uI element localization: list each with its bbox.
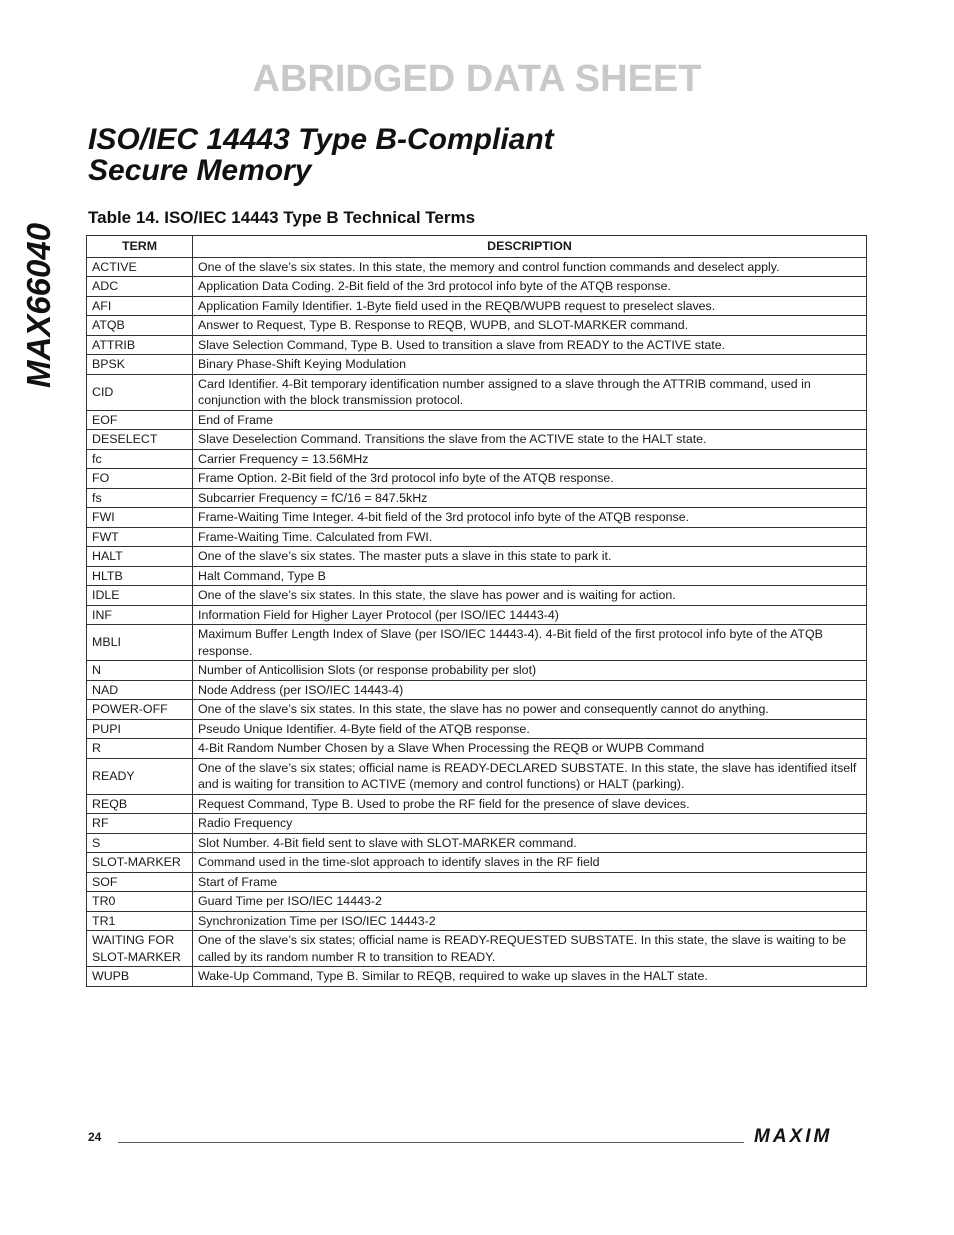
description-cell: 4-Bit Random Number Chosen by a Slave When Processing the REQB or WUPB Command [193,739,867,759]
description-cell: End of Frame [193,410,867,430]
table-row [87,566,867,586]
term-cell: FWI [87,508,193,528]
description-cell: Frame-Waiting Time. Calculated from FWI. [193,527,867,547]
description-cell: One of the slave’s six states. The master puts a slave in this state to park it. [193,547,867,567]
term-cell: ATTRIB [87,335,193,355]
table-row [87,680,867,700]
term-cell: EOF [87,410,193,430]
term-column-header: TERM [87,236,193,258]
term-cell: TR1 [87,911,193,931]
description-cell: Start of Frame [193,872,867,892]
description-cell: Application Data Coding. 2-Bit field of the 3rd protocol info byte of the ATQB response. [193,277,867,297]
description-cell: Application Family Identifier. 1-Byte field used in the REQB/WUPB request to preselect slaves. [193,296,867,316]
table-row [87,833,867,853]
table-caption: Table 14. ISO/IEC 14443 Type B Technical Terms [88,208,476,227]
description-cell: Pseudo Unique Identifier. 4-Byte field of the ATQB response. [193,719,867,739]
description-cell: Frame Option. 2-Bit field of the 3rd protocol info byte of the ATQB response. [193,469,867,489]
table-body [87,257,867,986]
term-cell: READY [87,758,193,794]
term-cell: INF [87,605,193,625]
maxim-logo: MAXIM [754,1126,833,1147]
description-cell: One of the slave’s six states. In this state, the slave has no power and consequently cannot do anything. [193,700,867,720]
term-cell: HALT [87,547,193,567]
description-cell: Maximum Buffer Length Index of Slave (per ISO/IEC 14443-4). 4-Bit field of the first protocol info byte of the ATQB response. [193,625,867,661]
term-cell: ACTIVE [87,257,193,277]
table-row [87,335,867,355]
table-row [87,911,867,931]
description-cell: Node Address (per ISO/IEC 14443-4) [193,680,867,700]
table-row [87,794,867,814]
description-cell: Subcarrier Frequency = fC/16 = 847.5kHz [193,488,867,508]
abridged-banner: ABRIDGED DATA SHEET [252,58,702,100]
table-row [87,374,867,410]
table-row [87,739,867,759]
table-row [87,316,867,336]
table-header-row [87,236,867,258]
table-row [87,625,867,661]
table-row [87,872,867,892]
term-cell: fs [87,488,193,508]
term-cell: WUPB [87,967,193,987]
term-cell: SLOT-MARKER [87,853,193,873]
table-row [87,586,867,606]
description-cell: Slave Selection Command, Type B. Used to transition a slave from READY to the ACTIVE state. [193,335,867,355]
description-cell: One of the slave’s six states; official name is READY-REQUESTED SUBSTATE. In this state, the slave is waiting to be called by its random number R to transition to READY. [193,931,867,967]
description-cell: Wake-Up Command, Type B. Similar to REQB, required to wake up slaves in the HALT state. [193,967,867,987]
table-row [87,700,867,720]
table-row [87,814,867,834]
term-cell: REQB [87,794,193,814]
table-row [87,661,867,681]
page-number: 24 [88,1130,102,1144]
description-cell: Slot Number. 4-Bit field sent to slave with SLOT-MARKER command. [193,833,867,853]
term-cell: ATQB [87,316,193,336]
footer-rule [118,1142,744,1143]
table-row [87,967,867,987]
description-cell: Carrier Frequency = 13.56MHz [193,449,867,469]
term-cell: WAITING FOR SLOT-MARKER [87,931,193,967]
table-row [87,449,867,469]
term-cell: N [87,661,193,681]
table-row [87,508,867,528]
term-cell: AFI [87,296,193,316]
term-cell: BPSK [87,355,193,375]
term-cell: R [87,739,193,759]
table-row [87,719,867,739]
table-row [87,931,867,967]
term-cell: DESELECT [87,430,193,450]
term-cell: TR0 [87,892,193,912]
term-cell: S [87,833,193,853]
side-part-number: MAX66040 [20,222,57,388]
table-row [87,430,867,450]
table-row [87,892,867,912]
description-cell: Radio Frequency [193,814,867,834]
description-cell: Request Command, Type B. Used to probe the RF field for the presence of slave devices. [193,794,867,814]
description-cell: One of the slave’s six states. In this state, the slave has power and is waiting for action. [193,586,867,606]
table-row [87,410,867,430]
term-cell: RF [87,814,193,834]
term-cell: CID [87,374,193,410]
description-cell: Binary Phase-Shift Keying Modulation [193,355,867,375]
table-row [87,605,867,625]
term-cell: SOF [87,872,193,892]
table-row [87,296,867,316]
term-cell: NAD [87,680,193,700]
description-column-header: DESCRIPTION [193,236,867,258]
description-cell: Answer to Request, Type B. Response to REQB, WUPB, and SLOT-MARKER command. [193,316,867,336]
term-cell: MBLI [87,625,193,661]
table-row [87,355,867,375]
description-cell: Information Field for Higher Layer Protocol (per ISO/IEC 14443-4) [193,605,867,625]
table-row [87,758,867,794]
term-cell: PUPI [87,719,193,739]
terms-table [86,235,867,987]
description-cell: Synchronization Time per ISO/IEC 14443-2 [193,911,867,931]
term-cell: HLTB [87,566,193,586]
description-cell: Guard Time per ISO/IEC 14443-2 [193,892,867,912]
table-row [87,527,867,547]
table-row [87,547,867,567]
term-cell: POWER-OFF [87,700,193,720]
description-cell: Frame-Waiting Time Integer. 4-bit field of the 3rd protocol info byte of the ATQB response. [193,508,867,528]
table-row [87,469,867,489]
table-row [87,257,867,277]
term-cell: fc [87,449,193,469]
table-row [87,277,867,297]
title-line-1: ISO/IEC 14443 Type B-Compliant [88,123,554,156]
description-cell: Number of Anticollision Slots (or response probability per slot) [193,661,867,681]
term-cell: ADC [87,277,193,297]
title-line-2: Secure Memory [88,154,312,187]
page-title [88,124,554,186]
description-cell: Halt Command, Type B [193,566,867,586]
term-cell: FO [87,469,193,489]
term-cell: FWT [87,527,193,547]
description-cell: One of the slave’s six states. In this state, the memory and control function commands and deselect apply. [193,257,867,277]
table-row [87,488,867,508]
description-cell: Slave Deselection Command. Transitions the slave from the ACTIVE state to the HALT state. [193,430,867,450]
description-cell: Command used in the time-slot approach to identify slaves in the RF field [193,853,867,873]
description-cell: One of the slave’s six states; official name is READY-DECLARED SUBSTATE. In this state, the slave has identified itself and is waiting for transition to ACTIVE (memory and control functions) or HALT (parking). [193,758,867,794]
description-cell: Card Identifier. 4-Bit temporary identification number assigned to a slave through the ATTRIB command, used in conjunction with the block transmission protocol. [193,374,867,410]
table-row [87,853,867,873]
term-cell: IDLE [87,586,193,606]
